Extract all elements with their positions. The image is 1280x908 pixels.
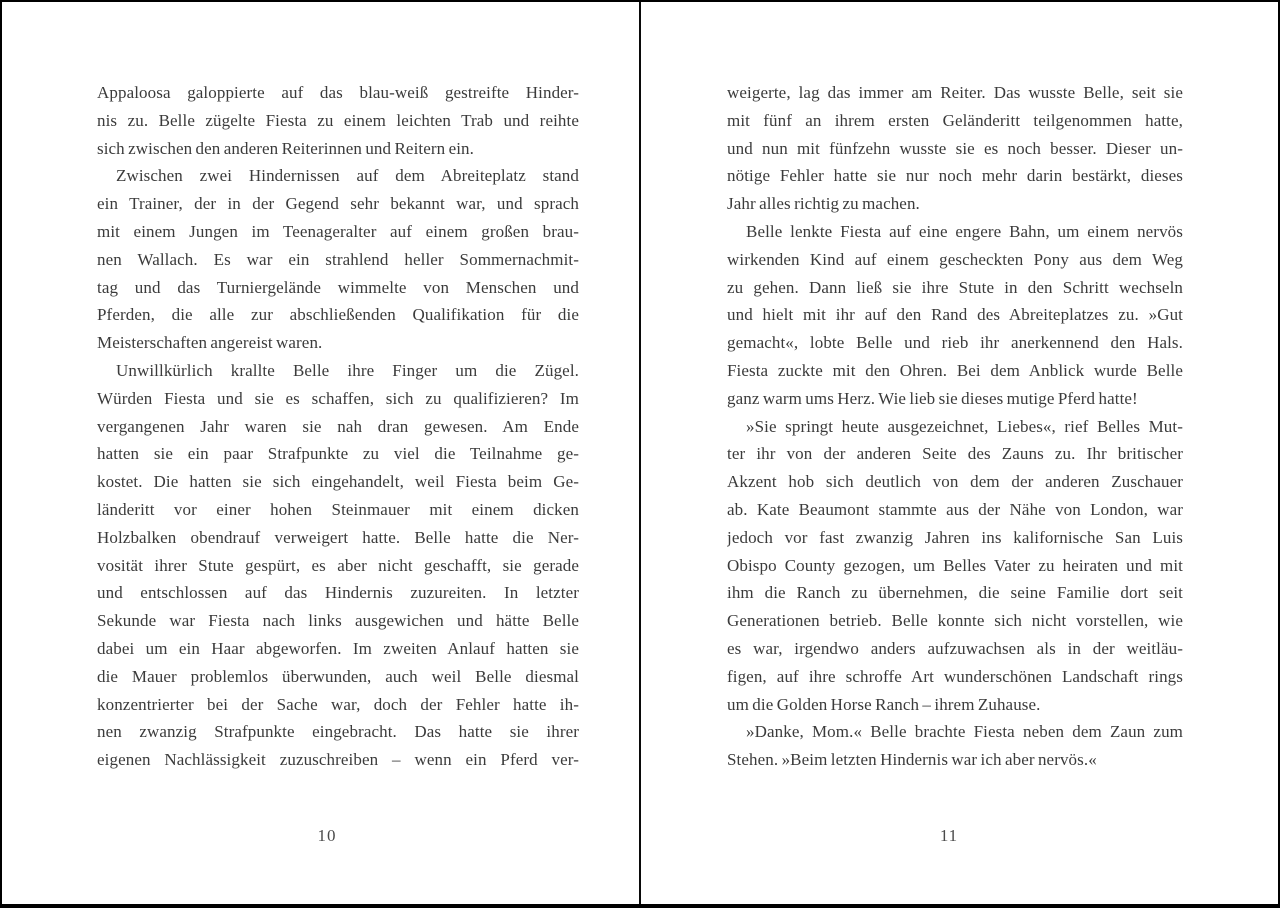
text-line: nen zwanzig Strafpunkte eingebracht. Das hatte sie ihrer [97, 722, 579, 742]
text-line: Meisterschaften angereist waren. [97, 333, 323, 353]
text-line: nis zu. Belle zügelte Fiesta zu einem leichten Trab und reihte [97, 110, 579, 130]
text-line: sich zwischen den anderen Reiterinnen und Reitern ein. [97, 138, 474, 158]
text-line: Würden Fiesta und sie es schaffen, sich zu qualifizieren? Im [97, 388, 579, 408]
text-line: zu gehen. Dann ließ sie ihre Stute in den Schritt wechseln [727, 277, 1183, 297]
text-line: länderitt vor einer hohen Steinmauer mit einem dicken [97, 499, 579, 519]
text-line: Belle lenkte Fiesta auf eine engere Bahn, um einem nervös [746, 221, 1183, 241]
text-line: es war, irgendwo anders aufzuwachsen als in der weitläu- [727, 638, 1183, 658]
text-line: mit einem Jungen im Teenageralter auf einem großen brau- [97, 221, 579, 241]
text-line: mit fünf an ihrem ersten Geländeritt teilgenommen hatte, [727, 110, 1183, 130]
text-line: figen, auf ihre schroffe Art wunderschönen Landschaft rings [727, 666, 1183, 686]
text-line: ganz warm ums Herz. Wie lieb sie dieses mutige Pferd hatte! [727, 388, 1138, 408]
text-line: dabei um ein Haar abgeworfen. Im zweiten Anlauf hatten sie [97, 638, 579, 658]
text-line: tag und das Turniergelände wimmelte von Menschen und [97, 277, 579, 297]
text-line: Fiesta zuckte mit den Ohren. Bei dem Anblick wurde Belle [727, 360, 1183, 380]
text-line: Appaloosa galoppierte auf das blau-weiß gestreifte Hinder- [97, 83, 579, 102]
text-line: hatten sie ein paar Strafpunkte zu viel die Teilnahme ge- [97, 444, 579, 464]
text-line: konzentrierter bei der Sache war, doch der Fehler hatte ih- [97, 694, 579, 714]
text-line: wirkenden Kind auf einem gescheckten Pony aus dem Weg [727, 249, 1183, 269]
text-line: kostet. Die hatten sie sich eingehandelt, weil Fiesta beim Ge- [97, 472, 579, 492]
text-line: Generationen betrieb. Belle konnte sich nicht vorstellen, wie [727, 611, 1183, 631]
page-number: 10 [317, 826, 337, 845]
text-line: Pferden, die alle zur abschließenden Qualifikation für die [97, 305, 579, 325]
text-line: Zwischen zwei Hindernissen auf dem Abreiteplatz stand [116, 166, 579, 186]
text-line: Unwillkürlich krallte Belle ihre Finger um die Zügel. [116, 360, 579, 380]
text-line: ab. Kate Beaumont stammte aus der Nähe von London, war [727, 499, 1183, 519]
page-number: 11 [939, 826, 959, 845]
text-line: und hielt mit ihr auf den Rand des Abreiteplatzes zu. »Gut [727, 305, 1183, 325]
page-right-text [727, 79, 1183, 774]
text-line: und entschlossen auf das Hindernis zuzureiten. In letzter [97, 583, 579, 603]
text-line: jedoch vor fast zwanzig Jahren ins kalifornische San Luis [727, 527, 1183, 547]
page-gutter-divider [639, 0, 641, 908]
text-line: nötige Fehler hatte sie nur noch mehr darin bestärkt, dieses [727, 166, 1183, 186]
text-line: Jahr alles richtig zu machen. [727, 194, 920, 214]
text-line: ter ihr von der anderen Seite des Zauns zu. Ihr britischer [727, 444, 1183, 464]
text-line: und nun mit fünfzehn wusste sie es noch besser. Dieser un- [727, 138, 1183, 158]
text-line: vergangenen Jahr waren sie nah dran gewesen. Am Ende [97, 416, 579, 436]
page-right [640, 0, 1280, 908]
text-line: weigerte, lag das immer am Reiter. Das wusste Belle, seit sie [727, 83, 1183, 102]
text-line: die Mauer problemlos überwunden, auch weil Belle diesmal [97, 666, 579, 686]
text-line: nen Wallach. Es war ein strahlend heller Sommernachmit- [97, 249, 579, 269]
text-line: »Danke, Mom.« Belle brachte Fiesta neben dem Zaun zum [746, 722, 1183, 742]
text-line: Sekunde war Fiesta nach links ausgewichen und hätte Belle [97, 611, 579, 631]
page-left-text [97, 79, 579, 774]
text-line: gemacht«, lobte Belle und rieb ihr anerkennend den Hals. [727, 333, 1183, 353]
text-line: »Sie springt heute ausgezeichnet, Liebes«, rief Belles Mut- [746, 416, 1183, 436]
text-line: Akzent hob sich deutlich von dem der anderen Zuschauer [727, 472, 1183, 492]
text-line: um die Golden Horse Ranch – ihrem Zuhause. [727, 694, 1041, 714]
text-line: Stehen. »Beim letzten Hindernis war ich aber nervös.« [727, 750, 1097, 770]
text-line: Holzbalken obendrauf verweigert hatte. Belle hatte die Ner- [97, 527, 579, 547]
text-line: eigenen Nachlässigkeit zuzuschreiben – wenn ein Pferd ver- [97, 750, 579, 770]
text-line: ihm die Ranch zu übernehmen, die seine Familie dort seit [727, 583, 1183, 603]
text-line: vosität ihrer Stute gespürt, es aber nicht geschafft, sie gerade [97, 555, 579, 575]
text-line: ein Trainer, der in der Gegend sehr bekannt war, und sprach [97, 194, 579, 214]
text-line: Obispo County gezogen, um Belles Vater zu heiraten und mit [727, 555, 1183, 575]
